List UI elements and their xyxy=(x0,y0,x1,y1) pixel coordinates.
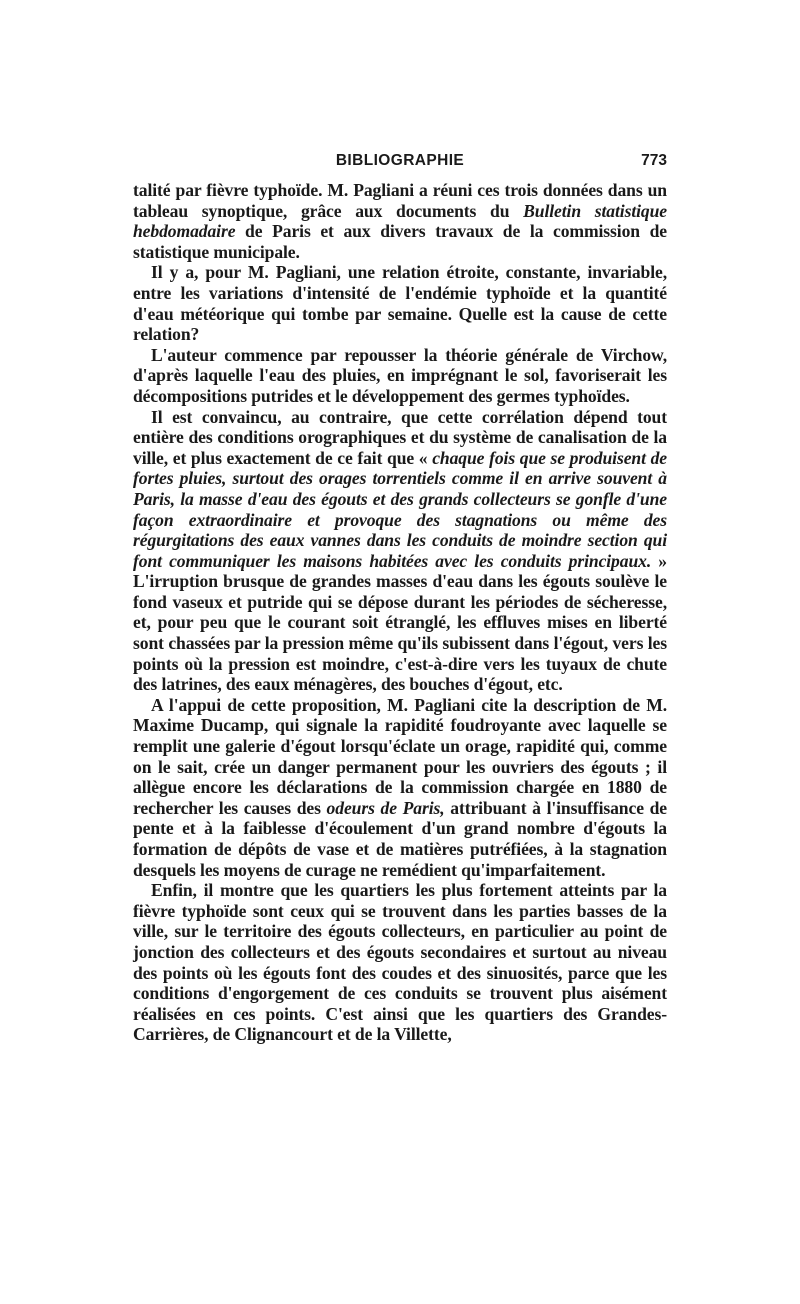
text-run: Il est convaincu, au contraire, que cette corrélation dépend tout entière des conditions orographiques et du système de canalisation de la ville, et plus exactement de ce fait que « xyxy=(133,406,667,468)
paragraph xyxy=(133,180,667,262)
text-run: de Paris et aux divers travaux de la commission de statistique municipale. xyxy=(133,221,667,262)
paragraph xyxy=(133,880,667,1045)
body-text xyxy=(133,180,667,1045)
paragraph xyxy=(133,695,667,880)
page-number: 773 xyxy=(641,152,667,169)
paragraph xyxy=(133,345,667,407)
text-run: Il y a, pour M. Pagliani, une relation étroite, constante, invariable, entre les variations d'intensité de l'endémie typhoïde et la quantité d'eau météorique qui tombe par semaine. Quelle est la cause de cette relation? xyxy=(133,262,667,345)
text-run: A l'appui de cette proposition, M. Pagliani cite la description de M. Maxime Ducamp, qui signale la rapidité foudroyante avec laquelle se remplit une galerie d'égout lorsqu'éclate un orage, rapidité qui, comme on le sait, crée un danger permanent pour les ouvriers des égouts ; il allègue encore les déclarations de la commission chargée en 1880 de rechercher les causes des xyxy=(133,694,667,818)
paragraph xyxy=(133,407,667,695)
text-run: » L'irruption brusque de grandes masses d'eau dans les égouts soulève le fond vaseux et putride qui se dépose durant les périodes de sécheresse, et, pour peu que le courant soit étranglé, les effluves mises en liberté sont chassées par la pression même qu'ils subissent dans l'égout, vers les points où la pression est moindre, c'est-à-dire vers les tuyaux de chute des latrines, des eaux ménagères, des bouches d'égout, etc. xyxy=(133,550,667,695)
italic-quotation: chaque fois que se produisent de fortes pluies, surtout des orages torrentiels comme il en arrive souvent à Paris, la masse d'eau des égouts et des grands collecteurs se gonfle d'une façon extraordinaire et provoque des stagnations ou même des régurgitations des eaux vannes dans les conduits de moindre section qui font communiquer les maisons habitées avec les conduits principaux. xyxy=(133,447,667,571)
text-run: talité par fièvre typhoïde. M. Pagliani a réuni ces trois données dans un tableau synoptique, grâce aux documents du xyxy=(133,180,667,221)
italic-title: odeurs de Paris, xyxy=(326,797,445,818)
paragraph xyxy=(133,262,667,344)
italic-title: Bulletin statistique hebdomadaire xyxy=(133,200,667,242)
book-page xyxy=(133,152,667,1045)
running-title: BIBLIOGRAPHIE xyxy=(335,152,465,169)
text-run: L'auteur commence par repousser la théorie générale de Virchow, d'après laquelle l'eau des pluies, en imprégnant le sol, favoriserait les décompositions putrides et le développement des germes typhoïdes. xyxy=(133,344,667,406)
text-run: Enfin, il montre que les quartiers les plus fortement atteints par la fièvre typhoïde sont ceux qui se trouvent dans les parties basses de la ville, sur le territoire des égouts collecteurs, en particulier au point de jonction des collecteurs et des égouts secondaires et surtout au niveau des points où les égouts font des coudes et des sinuosités, parce que les conditions d'engorgement de ces conduits se trouvent plus aisément réalisées en ces points. C'est ainsi que les quartiers des Grandes-Carrières, de Clignancourt et de la Villette, xyxy=(133,880,667,1045)
text-run: attribuant à l'insuffisance de pente et à la faiblesse d'écoulement d'un grand nombre d'égouts la formation de dépôts de vase et de matières putréfiées, à la stagnation desquels les moyens de curage ne remédient qu'imparfaitement. xyxy=(133,797,667,880)
running-header xyxy=(133,152,667,178)
